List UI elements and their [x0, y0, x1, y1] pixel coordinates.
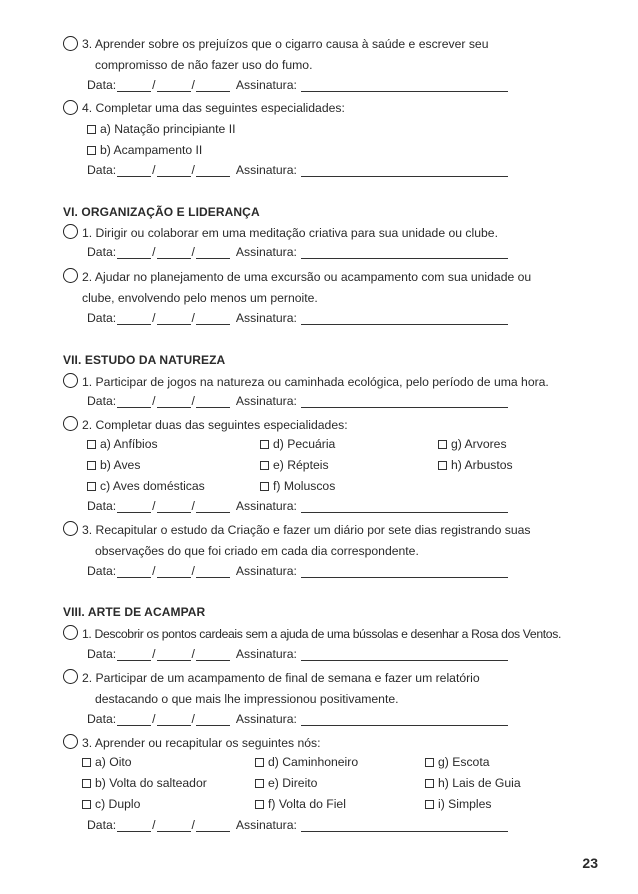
option-label: g) Escota — [438, 755, 490, 769]
date-slash: / — [152, 311, 156, 325]
checkbox-circle-viii-3[interactable] — [63, 734, 78, 749]
item-viii-3-text: 3. Aprender ou recapitular os seguintes nós: — [82, 736, 321, 750]
date-year-field[interactable] — [196, 565, 230, 578]
date-year-field[interactable] — [196, 819, 230, 832]
date-day-field[interactable] — [117, 164, 151, 177]
signature-row — [87, 78, 508, 92]
section-title-vi: VI. ORGANIZAÇÃO E LIDERANÇA — [63, 205, 260, 219]
signature-row — [87, 163, 508, 177]
page-number: 23 — [582, 855, 598, 871]
date-day-field[interactable] — [117, 565, 151, 578]
date-month-field[interactable] — [157, 713, 191, 726]
signature-label: Assinatura: — [235, 311, 297, 325]
option-label: a) Anfíbios — [100, 437, 158, 451]
signature-label: Assinatura: — [235, 245, 297, 259]
date-slash: / — [191, 647, 195, 661]
option-acampamento[interactable] — [87, 143, 202, 157]
signature-label: Assinatura: — [235, 78, 297, 92]
option-caminhoneiro[interactable] — [255, 755, 358, 769]
date-month-field[interactable] — [157, 395, 191, 408]
item-3-text-line1: 3. Aprender sobre os prejuízos que o cigarro causa à saúde e escrever seu — [82, 37, 489, 51]
item-vi-1-text: 1. Dirigir ou colaborar em uma meditação criativa para sua unidade ou clube. — [82, 226, 498, 240]
date-label: Data: — [87, 564, 117, 578]
option-label: f) Moluscos — [273, 479, 336, 493]
date-slash: / — [152, 564, 156, 578]
date-day-field[interactable] — [117, 395, 151, 408]
signature-row — [87, 311, 508, 325]
date-slash: / — [191, 564, 195, 578]
option-label: c) Aves domésticas — [100, 479, 205, 493]
item-vi-2-text-line2: clube, envolvendo pelo menos um pernoite. — [82, 291, 318, 305]
option-aves-domesticas[interactable] — [87, 479, 205, 493]
option-label: a) Natação principiante II — [100, 122, 236, 136]
signature-field[interactable] — [301, 312, 508, 325]
signature-row — [87, 818, 508, 832]
date-label: Data: — [87, 78, 117, 92]
option-label: h) Lais de Guia — [438, 776, 521, 790]
checkbox-circle-vi-1[interactable] — [63, 224, 78, 239]
checkbox-square[interactable] — [260, 440, 269, 449]
option-label: d) Caminhoneiro — [268, 755, 359, 769]
checkbox-square[interactable] — [255, 800, 264, 809]
option-volta-do-fiel[interactable] — [255, 797, 346, 811]
item-viii-1-text: 1. Descobrir os pontos cardeais sem a ajuda de uma bússolas e desenhar a Rosa dos Ventos. — [82, 627, 561, 641]
option-natacao[interactable] — [87, 122, 236, 136]
checkbox-square[interactable] — [82, 758, 91, 767]
date-slash: / — [191, 394, 195, 408]
date-month-field[interactable] — [157, 819, 191, 832]
option-pecuaria[interactable] — [260, 437, 335, 451]
signature-row — [87, 647, 508, 661]
signature-row — [87, 564, 508, 578]
signature-field[interactable] — [301, 246, 508, 259]
date-year-field[interactable] — [196, 164, 230, 177]
checkbox-square[interactable] — [255, 779, 264, 788]
option-direito[interactable] — [255, 776, 317, 790]
date-day-field[interactable] — [117, 79, 151, 92]
date-month-field[interactable] — [157, 648, 191, 661]
checkbox-square[interactable] — [87, 461, 96, 470]
date-label: Data: — [87, 647, 117, 661]
date-year-field[interactable] — [196, 312, 230, 325]
checkbox-circle-vii-3[interactable] — [63, 521, 78, 536]
option-label: b) Volta do salteador — [95, 776, 207, 790]
option-label: e) Répteis — [273, 458, 329, 472]
checkbox-square[interactable] — [87, 146, 96, 155]
date-slash: / — [191, 499, 195, 513]
date-slash: / — [152, 394, 156, 408]
option-label: f) Volta do Fiel — [268, 797, 346, 811]
date-label: Data: — [87, 499, 117, 513]
date-slash: / — [152, 245, 156, 259]
date-month-field[interactable] — [157, 500, 191, 513]
signature-field[interactable] — [301, 819, 508, 832]
date-day-field[interactable] — [117, 648, 151, 661]
date-slash: / — [152, 78, 156, 92]
checkbox-circle-item-4[interactable] — [63, 100, 78, 115]
date-day-field[interactable] — [117, 312, 151, 325]
checkbox-square[interactable] — [438, 461, 447, 470]
checkbox-circle-item-3[interactable] — [63, 36, 78, 51]
checkbox-square[interactable] — [87, 125, 96, 134]
signature-field[interactable] — [301, 648, 508, 661]
option-repteis[interactable] — [260, 458, 329, 472]
checkbox-square[interactable] — [425, 779, 434, 788]
date-slash: / — [152, 818, 156, 832]
option-label: h) Arbustos — [451, 458, 513, 472]
date-year-field[interactable] — [196, 713, 230, 726]
option-label: a) Oito — [95, 755, 132, 769]
signature-field[interactable] — [301, 79, 508, 92]
date-slash: / — [191, 818, 195, 832]
date-day-field[interactable] — [117, 713, 151, 726]
item-3-text-line2: compromisso de não fazer uso do fumo. — [95, 58, 313, 72]
signature-field[interactable] — [301, 565, 508, 578]
date-slash: / — [191, 712, 195, 726]
item-vii-1-text: 1. Participar de jogos na natureza ou caminhada ecológica, pelo período de uma hora. — [82, 375, 549, 389]
option-anfibios[interactable] — [87, 437, 158, 451]
checkbox-square[interactable] — [260, 482, 269, 491]
date-day-field[interactable] — [117, 246, 151, 259]
date-year-field[interactable] — [196, 395, 230, 408]
option-label: c) Duplo — [95, 797, 141, 811]
option-label: d) Pecuária — [273, 437, 336, 451]
option-volta-do-salteador[interactable] — [82, 776, 207, 790]
date-label: Data: — [87, 394, 117, 408]
signature-label: Assinatura: — [235, 712, 297, 726]
signature-label: Assinatura: — [235, 394, 297, 408]
signature-label: Assinatura: — [235, 818, 297, 832]
signature-label: Assinatura: — [235, 564, 297, 578]
option-lais-de-guia[interactable] — [425, 776, 521, 790]
signature-row — [87, 394, 508, 408]
date-month-field[interactable] — [157, 312, 191, 325]
date-year-field[interactable] — [196, 500, 230, 513]
option-oito[interactable] — [82, 755, 132, 769]
option-escota[interactable] — [425, 755, 489, 769]
item-vii-2-text: 2. Completar duas das seguintes especialidades: — [82, 418, 348, 432]
date-month-field[interactable] — [157, 79, 191, 92]
date-day-field[interactable] — [117, 819, 151, 832]
signature-row — [87, 712, 508, 726]
checkbox-circle-viii-1[interactable] — [63, 625, 78, 640]
date-slash: / — [152, 163, 156, 177]
date-slash: / — [152, 499, 156, 513]
option-label: i) Simples — [438, 797, 492, 811]
section-title-vii: VII. ESTUDO DA NATUREZA — [63, 353, 226, 367]
date-year-field[interactable] — [196, 246, 230, 259]
date-slash: / — [191, 78, 195, 92]
option-label: e) Direito — [268, 776, 318, 790]
date-slash: / — [152, 712, 156, 726]
date-slash: / — [191, 311, 195, 325]
date-slash: / — [152, 647, 156, 661]
item-vi-2-text-line1: 2. Ajudar no planejamento de uma excursão ou acampamento com sua unidade ou — [82, 270, 532, 284]
checkbox-square[interactable] — [425, 800, 434, 809]
signature-field[interactable] — [301, 164, 508, 177]
signature-field[interactable] — [301, 500, 508, 513]
item-vii-3-text-line2: observações do que foi criado em cada dia correspondente. — [95, 544, 419, 558]
option-arbustos[interactable] — [438, 458, 513, 472]
date-year-field[interactable] — [196, 79, 230, 92]
item-vii-3-text-line1: 3. Recapitular o estudo da Criação e fazer um diário por sete dias registrando suas — [82, 523, 531, 537]
checkbox-square[interactable] — [82, 800, 91, 809]
date-label: Data: — [87, 245, 117, 259]
signature-label: Assinatura: — [235, 163, 297, 177]
option-label: b) Aves — [100, 458, 141, 472]
date-month-field[interactable] — [157, 164, 191, 177]
checkbox-circle-vii-2[interactable] — [63, 416, 78, 431]
signature-label: Assinatura: — [235, 499, 297, 513]
checkbox-circle-vi-2[interactable] — [63, 268, 78, 283]
option-duplo[interactable] — [82, 797, 140, 811]
date-label: Data: — [87, 311, 117, 325]
checkbox-square[interactable] — [87, 482, 96, 491]
signature-row — [87, 499, 508, 513]
item-4-text: 4. Completar uma das seguintes especialidades: — [82, 101, 345, 115]
option-aves[interactable] — [87, 458, 140, 472]
item-viii-2-text-line1: 2. Participar de um acampamento de final de semana e fazer um relatório — [82, 671, 480, 685]
checkbox-square[interactable] — [438, 440, 447, 449]
option-label: b) Acampamento II — [100, 143, 203, 157]
signature-field[interactable] — [301, 395, 508, 408]
option-label: g) Arvores — [451, 437, 507, 451]
date-day-field[interactable] — [117, 500, 151, 513]
checkbox-circle-viii-2[interactable] — [63, 669, 78, 684]
checkbox-circle-vii-1[interactable] — [63, 373, 78, 388]
date-month-field[interactable] — [157, 246, 191, 259]
signature-row — [87, 245, 508, 259]
checkbox-square[interactable] — [425, 758, 434, 767]
date-year-field[interactable] — [196, 648, 230, 661]
signature-label: Assinatura: — [235, 647, 297, 661]
date-slash: / — [191, 163, 195, 177]
date-slash: / — [191, 245, 195, 259]
date-label: Data: — [87, 818, 117, 832]
checkbox-square[interactable] — [87, 440, 96, 449]
option-simples[interactable] — [425, 797, 492, 811]
option-arvores[interactable] — [438, 437, 507, 451]
section-title-viii: VIII. ARTE DE ACAMPAR — [63, 605, 206, 619]
option-moluscos[interactable] — [260, 479, 335, 493]
checkbox-square[interactable] — [255, 758, 264, 767]
date-month-field[interactable] — [157, 565, 191, 578]
date-label: Data: — [87, 712, 117, 726]
checkbox-square[interactable] — [82, 779, 91, 788]
signature-field[interactable] — [301, 713, 508, 726]
date-label: Data: — [87, 163, 117, 177]
checkbox-square[interactable] — [260, 461, 269, 470]
item-viii-2-text-line2: destacando o que mais lhe impressionou positivamente. — [95, 692, 399, 706]
